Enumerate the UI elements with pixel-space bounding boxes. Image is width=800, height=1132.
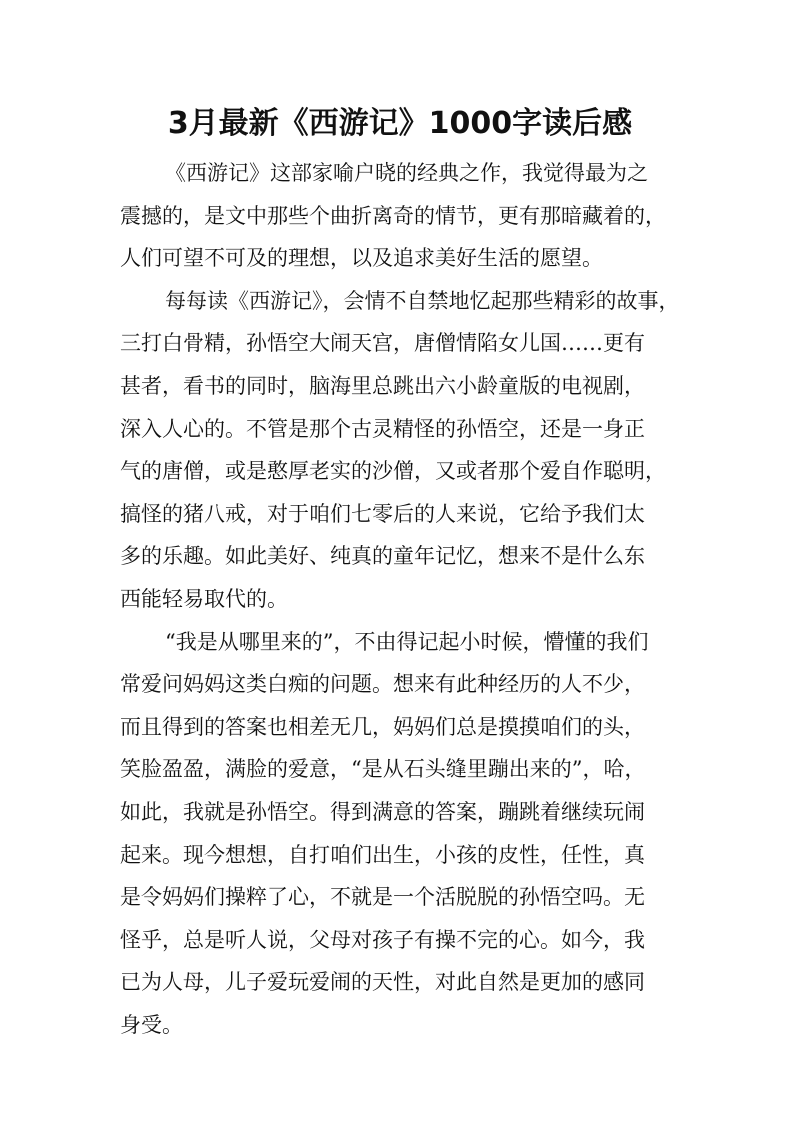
text-line: 而且得到的答案也相差无几，妈妈们总是摸摸咱们的头， bbox=[120, 714, 645, 739]
text-line: 西能轻易取代的。 bbox=[120, 586, 288, 611]
text-line: 人们可望不可及的理想，以及追求美好生活的愿望。 bbox=[120, 246, 603, 271]
text-line: 《西游记》这部家喻户晓的经典之作，我觉得最为之 bbox=[165, 161, 648, 185]
text-line: 身受。 bbox=[120, 1012, 183, 1037]
text-line: 搞怪的猪八戒，对于咱们七零后的人来说，它给予我们太 bbox=[120, 501, 645, 526]
document-body bbox=[120, 152, 700, 1046]
text-line: 三打白骨精，孙悟空大闹天宫，唐僧情陷女儿国……更有 bbox=[120, 331, 645, 356]
text-line: 如此，我就是孙悟空。得到满意的答案，蹦跳着继续玩闹 bbox=[120, 799, 645, 824]
paragraph bbox=[120, 152, 700, 280]
document-title: 3月最新《西游记》1000字读后感 bbox=[167, 106, 633, 141]
text-line: 笑脸盈盈，满脸的爱意，“是从石头缝里蹦出来的”，哈， bbox=[120, 757, 646, 782]
text-line: 是令妈妈们操粹了心，不就是一个活脱脱的孙悟空吗。无 bbox=[120, 885, 645, 910]
text-line: “我是从哪里来的”，不由得记起小时候，懵懂的我们 bbox=[165, 629, 649, 654]
text-line: 震撼的，是文中那些个曲折离奇的情节，更有那暗藏着的， bbox=[120, 203, 666, 228]
text-line: 每每读《西游记》，会情不自禁地忆起那些精彩的故事， bbox=[165, 288, 680, 313]
text-line: 多的乐趣。如此美好、纯真的童年记忆，想来不是什么东 bbox=[120, 544, 645, 569]
text-line: 怪乎，总是听人说，父母对孩子有操不完的心。如今，我 bbox=[120, 927, 645, 952]
text-line: 气的唐僧，或是憨厚老实的沙僧，又或者那个爱自作聪明， bbox=[120, 459, 666, 484]
paragraph bbox=[120, 280, 700, 621]
text-line: 深入人心的。不管是那个古灵精怪的孙悟空，还是一身正 bbox=[120, 416, 645, 441]
paragraph bbox=[120, 621, 700, 1047]
text-line: 常爱问妈妈这类白痴的问题。想来有此种经历的人不少， bbox=[120, 672, 645, 697]
text-line: 起来。现今想想，自打咱们出生，小孩的皮性，任性，真 bbox=[120, 842, 645, 867]
text-line: 已为人母，儿子爱玩爱闹的天性，对此自然是更加的感同 bbox=[120, 970, 645, 995]
text-line: 甚者，看书的同时，脑海里总跳出六小龄童版的电视剧， bbox=[120, 373, 645, 398]
